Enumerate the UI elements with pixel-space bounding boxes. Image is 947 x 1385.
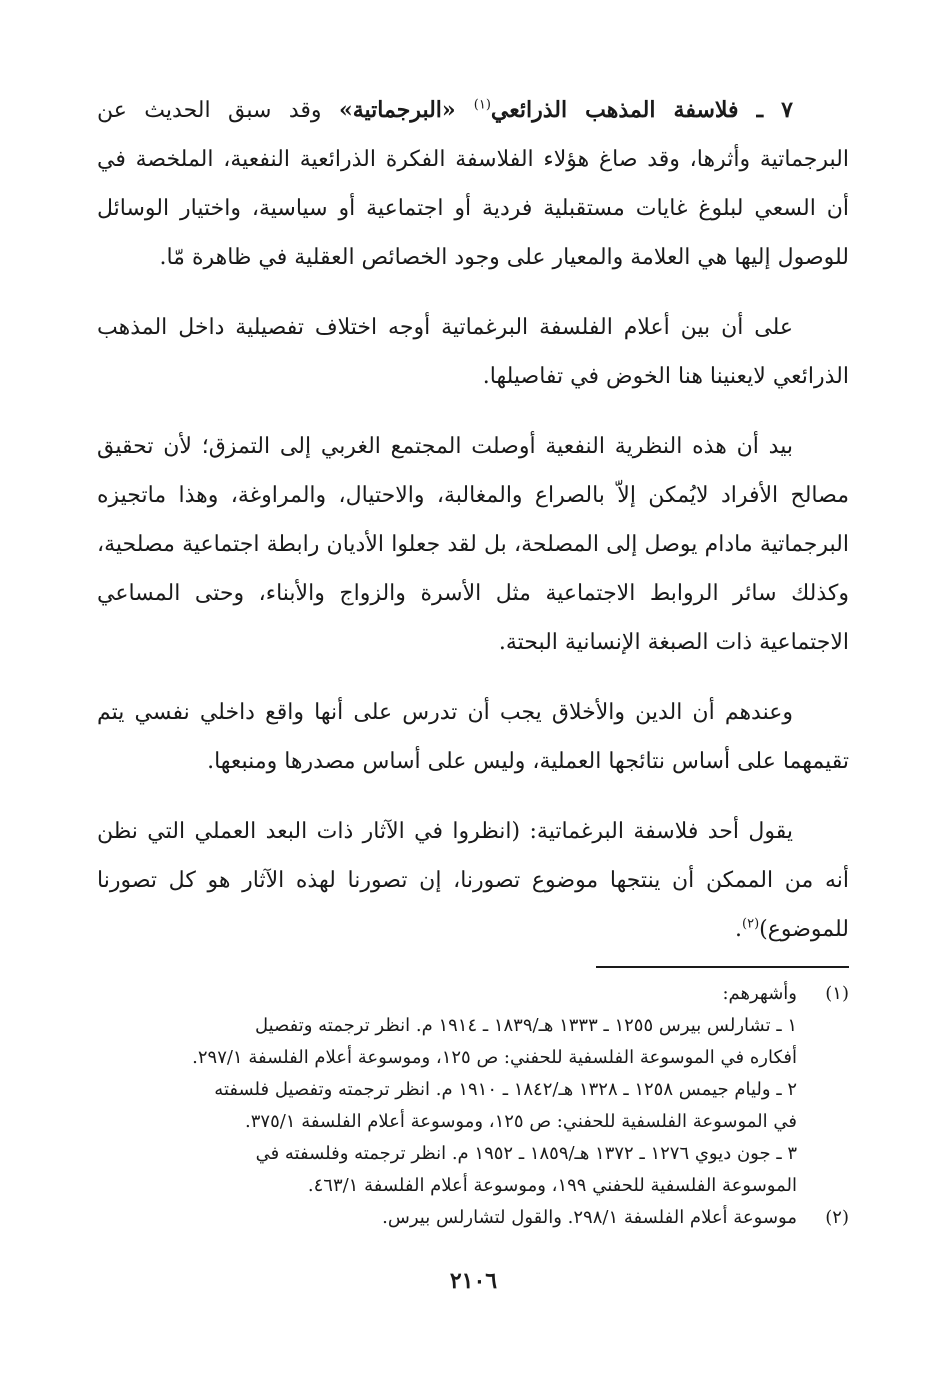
paragraph-body: على أن بين أعلام الفلسفة البرغماتية أوجه اختلاف تفصيلية داخل المذهب الذرائعي لايعنينا هنا الخوض في تفاصيلها. bbox=[97, 315, 849, 389]
footnote-item-cont: الموسوعة الفلسفية للحفني ١٩٩، وموسوعة أعلام الفلسفة ٤٦٣/١. bbox=[307, 1175, 797, 1196]
paragraph-utilitarian-theory bbox=[97, 422, 849, 667]
footnote-ref-2: (٢) bbox=[742, 916, 760, 932]
footnote-separator bbox=[596, 966, 849, 968]
footnote-intro: وأشهرهم: bbox=[722, 983, 797, 1004]
paragraph-religion-ethics bbox=[97, 688, 849, 786]
footnote-mark: (١) bbox=[825, 983, 849, 1004]
footnotes bbox=[97, 978, 849, 1234]
footnote-body bbox=[97, 978, 797, 1202]
paragraph-body: بيد أن هذه النظرية النفعية أوصلت المجتمع الغربي إلى التمزق؛ لأن تحقيق مصالح الأفراد لايُمكن إلاّ بالصراع والمغالبة، والاحتيال، والمراوغة، وهذا ماتجيزه البرجماتية مادام يوصل إلى المصلحة، بل لقد جعلوا الأديان رابطة اجتماعية مصلحية، وكذلك سائر الروابط الاجتماعية مثل الأسرة والزواج والأبناء، وحتى المساعي الاجتماعية ذات الصبغة الإنسانية البحتة. bbox=[97, 434, 849, 655]
main-text bbox=[97, 86, 849, 975]
footnote-ref-1: (١) bbox=[473, 97, 491, 113]
paragraph-pragmatism-philosophers bbox=[97, 86, 849, 282]
footnote-item-first: ١ ـ تشارلس بيرس ١٢٥٥ ـ ١٣٣٣ هـ/١٨٣٩ ـ ١٩١٤ م. انظر ترجمته وتفصيل bbox=[254, 1015, 797, 1036]
paragraph-body: وقد سبق الحديث عن البرجماتية وأثرها، وقد صاغ هؤلاء الفلاسفة الفكرة الذرائعية النفعية، الملخصة في أن السعي لبلوغ غايات مستقبلية فردية أو اجتماعية أو سياسية، واختيار الوسائل للوصول إليها هي العلامة والمعيار على وجود الخصائص العقلية في ظاهرة مّا. bbox=[97, 98, 849, 270]
page-number: ٢١٠٦ bbox=[449, 1268, 498, 1294]
heading-text: ٧ ـ فلاسفة المذهب الذرائعي bbox=[490, 97, 793, 123]
paragraph-body: يقول أحد فلاسفة البرغماتية: (انظروا في الآثار ذات البعد العملي التي نظن أنه من الممكن أن ينتجها موضوع تصورنا، إن تصورنا لهذه الآثار هو كل تصورنا للموضوع) bbox=[97, 819, 849, 942]
heading-term: «البرجماتية» bbox=[338, 97, 474, 123]
footnote-2 bbox=[97, 1202, 849, 1234]
paragraph-differences bbox=[97, 303, 849, 401]
footnote-item-cont: في الموسوعة الفلسفية للحفني: ص ١٢٥، وموسوعة أعلام الفلسفة ٣٧٥/١. bbox=[245, 1111, 797, 1132]
section-heading bbox=[339, 97, 793, 123]
paragraph-body: وعندهم أن الدين والأخلاق يجب أن تدرس على أنها واقع داخلي نفسي يتم تقيمهما على أساس نتائجها العملية، وليس على أساس مصدرها ومنبعها. bbox=[97, 700, 849, 774]
footnote-1 bbox=[97, 978, 849, 1202]
footnote-mark: (٢) bbox=[825, 1207, 849, 1228]
paragraph-quotation bbox=[97, 807, 849, 954]
footnote-text: موسوعة أعلام الفلسفة ٢٩٨/١. والقول لتشارلس بيرس. bbox=[382, 1207, 797, 1228]
footnote-item-first: ٣ ـ جون ديوي ١٢٧٦ ـ ١٣٧٢ هـ/١٨٥٩ ـ ١٩٥٢ م. انظر ترجمته وفلسفته في bbox=[255, 1143, 797, 1164]
footnote-body bbox=[97, 1202, 797, 1234]
paragraph-tail: . bbox=[735, 917, 743, 942]
footnote-item-cont: أفكاره في الموسوعة الفلسفية للحفني: ص ١٢٥، وموسوعة أعلام الفلسفة ٢٩٧/١. bbox=[192, 1047, 797, 1068]
footnote-item-first: ٢ ـ وليام جيمس ١٢٥٨ ـ ١٣٢٨ هـ/١٨٤٢ ـ ١٩١٠ م. انظر ترجمته وتفصيل فلسفته bbox=[214, 1079, 797, 1100]
